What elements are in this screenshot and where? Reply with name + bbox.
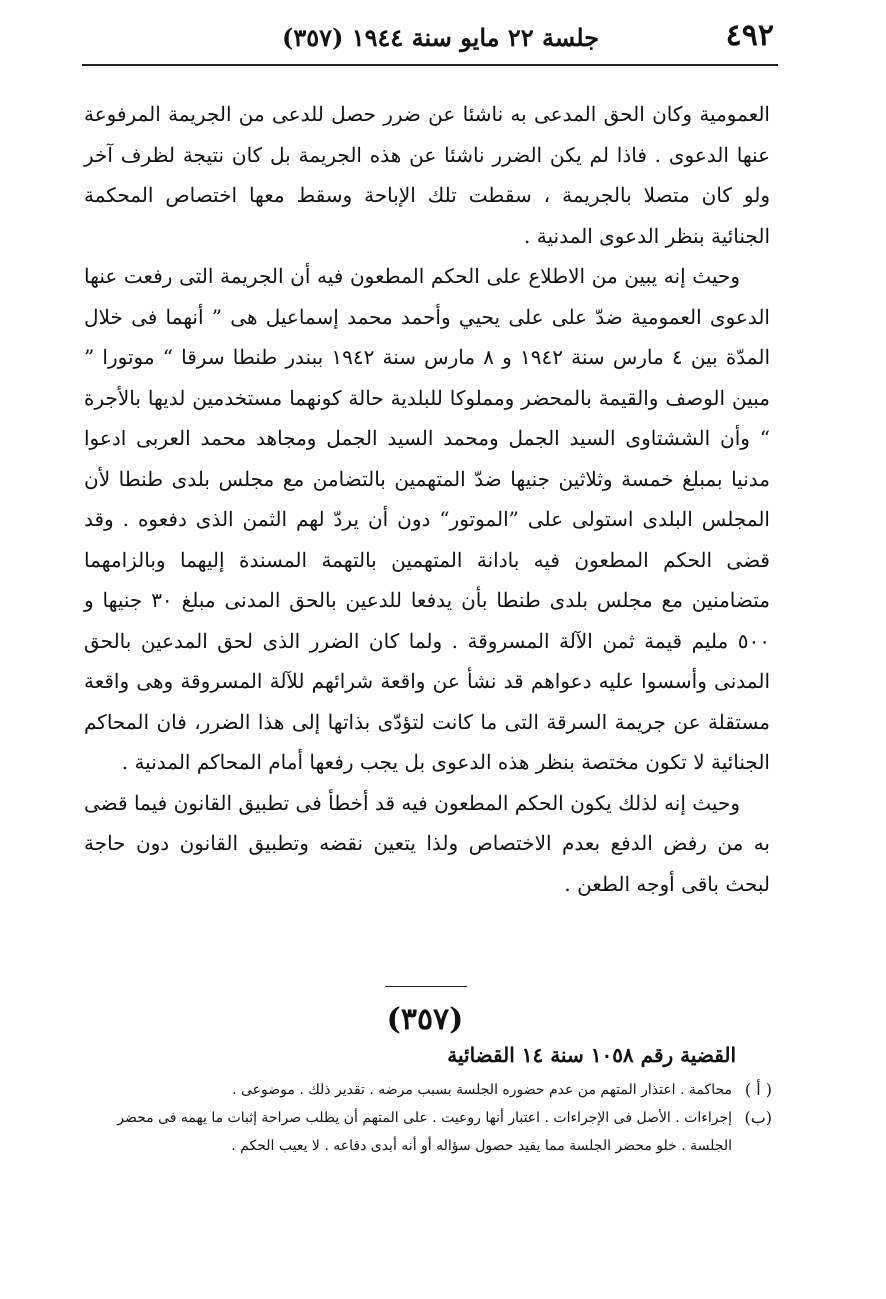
headnote-item [100,1104,772,1160]
section-divider [385,986,467,987]
case-reference: القضية رقم ١٠٥٨ سنة ١٤ القضائية [447,1043,736,1067]
headnotes [100,1076,772,1160]
paragraph-continuation: العمومية وكان الحق المدعى به ناشئا عن ضرر حصل للدعى من الجريمة المرفوعة عنها الدعوى . فاذا لم يكن الضرر ناشئا عن هذه الجريمة بل كان نتيجة لظرف آخر ولو كان متصلا بالجريمة ، سقطت تلك الإباحة وسقط معها اختصاص المحكمة الجنائية بنظر الدعوى المدنية . [84,102,770,248]
main-text [84,94,770,904]
header-divider [82,64,778,66]
paragraph-conclusion: وحيث إنه لذلك يكون الحكم المطعون فيه قد أخطأ فى تطبيق القانون فيما قضى به من رفض الدفع بعدم الاختصاص ولذا يتعين نقضه وتطبيق القانون دون حاجة لبحث باقى أوجه الطعن . [84,790,770,896]
headnote-letter: ( أ ) [744,1080,772,1099]
case-number: (٣٥٧) [386,1002,464,1037]
headnote-item [100,1076,772,1104]
headnote-text: محاكمة . اعتذار المتهم من عدم حضوره الجلسة بسبب مرضه . تقدير ذلك . موضوعى . [232,1082,732,1098]
page-number: ٤٩٢ [725,18,774,53]
headnote-letter: (ب) [744,1108,772,1127]
paragraph-facts: وحيث إنه يبين من الاطلاع على الحكم المطعون فيه أن الجريمة التى رفعت عنها الدعوى العمومية ضدّ على على يحيي وأحمد محمد إسماعيل هى ” أنهما فى خلال المدّة بين ٤ مارس سنة ١٩٤٢ و ٨ مارس سنة ١٩٤٢ ببندر طنطا سرقا “ موتورا ” مبين الوصف والقيمة بالمحضر ومملوكا للبلدية حالة كونهما مستخدمين لديها بالأجرة “ وأن الششتاوى السيد الجمل ومحمد السيد الجمل ومجاهد محمد العربى ادعوا مدنيا بمبلغ خمسة وثلاثين جنيها ضدّ المتهمين بالتضامن مع مجلس بلدى طنطا لأن المجلس البلدى استولى على ”الموتور“ دون أن يردّ لهم الثمن الذى دفعوه . وقد قضى الحكم المطعون فيه بادانة المتهمين بالتهمة المسندة إليهما وبالزامهما متضامنين مع مجلس بلدى طنطا بأن يدفعا للدعين بالحق المدنى مبلغ ٣٠ جنيها و ٥٠٠ مليم قيمة ثمن الآلة المسروقة . ولما كان الضرر الذى لحق المدعين بالحق المدنى وأسسوا عليه دعواهم قد نشأ عن واقعة شرائهم للآلة المسروقة وهى واقعة مستقلة عن جريمة السرقة التى ما كانت لتؤدّى بذاتها إلى هذا الضرر، فان المحاكم الجنائية لا تكون مختصة بنظر هذه الدعوى بل يجب رفعها أمام المحاكم المدنية . [84,264,771,774]
running-title: جلسة ٢٢ مايو سنة ١٩٤٤ (٣٥٧) [282,23,600,52]
headnote-text: إجراءات . الأصل فى الإجراءات . اعتبار أنها روعيت . على المتهم أن يطلب صراحة إثبات ما يهمه فى محضر الجلسة . خلو محضر الجلسة مما يفيد حصول سؤاله أو أنه أبدى دفاعه . لا يعيب الحكم . [117,1110,732,1154]
running-header [82,14,774,62]
